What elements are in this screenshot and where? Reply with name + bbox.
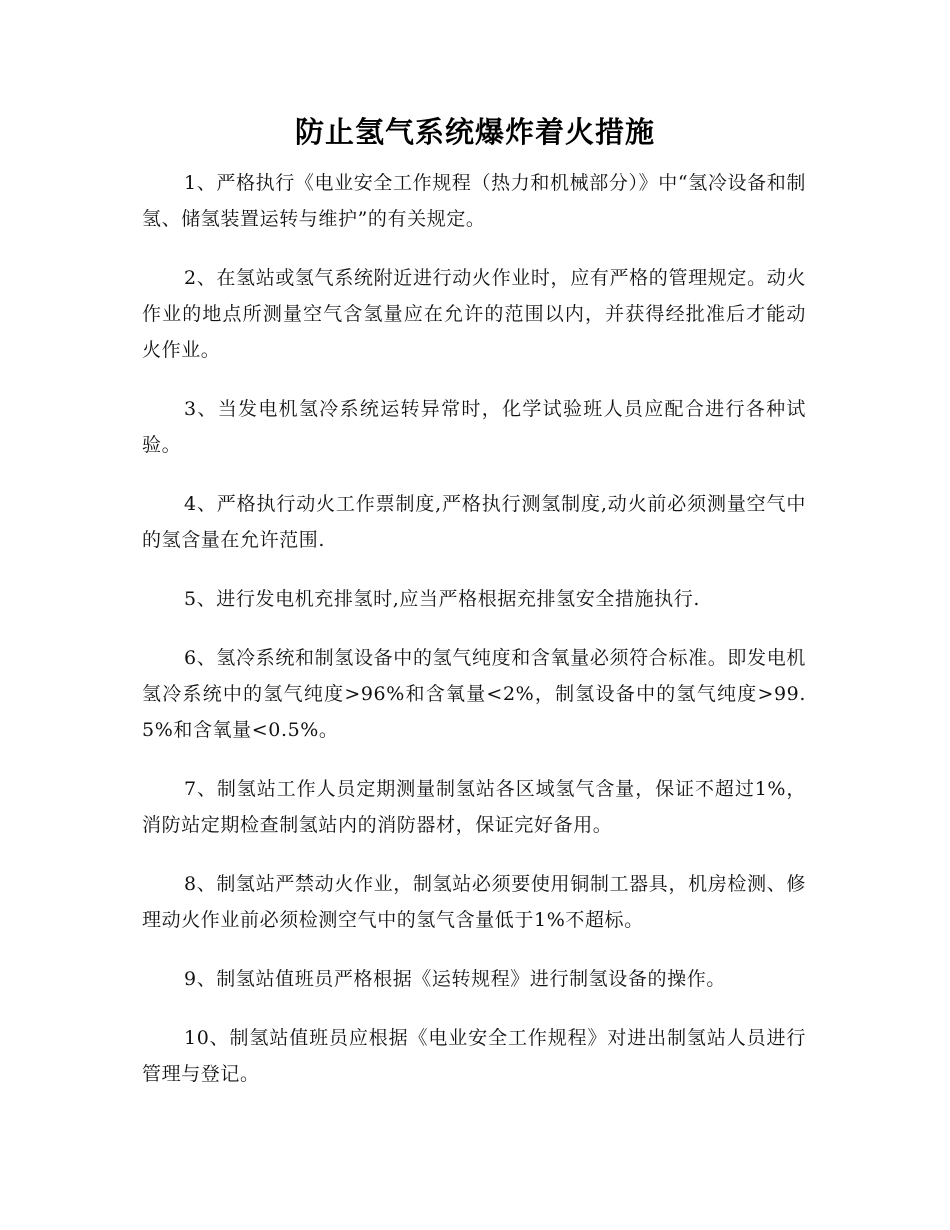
paragraph-10: 10、制氢站值班员应根据《电业安全工作规程》对进出制氢站人员进行管理与登记。 — [142, 1027, 806, 1085]
paragraph-1: 1、严格执行《电业安全工作规程（热力和机械部分）》中“氢冷设备和制氢、储氢装置运转与维护”的有关规定。 — [142, 172, 806, 230]
paragraph-2: 2、在氢站或氢气系统附近进行动火作业时，应有严格的管理规定。动火作业的地点所测量空气含氢量应在允许的范围以内，并获得经批准后才能动火作业。 — [142, 267, 806, 361]
paragraph-7: 7、制氢站工作人员定期测量制氢站各区域氢气含量，保证不超过1%，消防站定期检查制氢站内的消防器材，保证完好备用。 — [142, 778, 806, 836]
document-body — [142, 165, 806, 1115]
paragraph-9: 9、制氢站值班员严格根据《运转规程》进行制氢设备的操作。 — [184, 968, 726, 990]
paragraph-4: 4、严格执行动火工作票制度,严格执行测氢制度,动火前必须测量空气中的氢含量在允许范围. — [142, 493, 806, 551]
paragraph-5: 5、进行发电机充排氢时,应当严格根据充排氢安全措施执行. — [184, 588, 700, 610]
paragraph-8: 8、制氢站严禁动火作业，制氢站必须要使用铜制工器具，机房检测、修理动火作业前必须检测空气中的氢气含量低于1%不超标。 — [142, 873, 806, 931]
document-title: 防止氢气系统爆炸着火措施 — [294, 115, 655, 149]
paragraph-3: 3、当发电机氢冷系统运转异常时，化学试验班人员应配合进行各种试验。 — [142, 398, 806, 456]
paragraph-6: 6、氢冷系统和制氢设备中的氢气纯度和含氧量必须符合标准。即发电机氢冷系统中的氢气纯度>96%和含氧量<2%，制氢设备中的氢气纯度>99.5%和含氧量<0.5%。 — [142, 647, 806, 741]
